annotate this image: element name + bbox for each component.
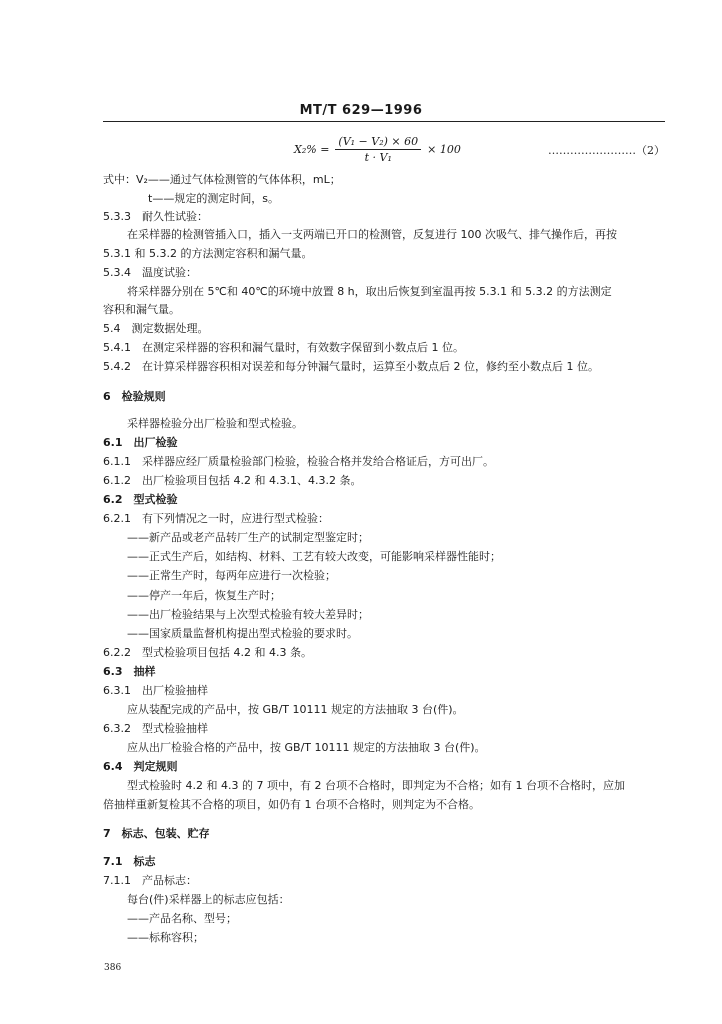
clause-heading: 5.3.4 温度试验：: [103, 266, 197, 279]
text-line: 将采样器分别在 5℃和 40℃的环境中放置 8 h，取出后恢复到室温再按 5.3.1 和 5.3.2 的方法测定: [127, 285, 612, 298]
clause-heading: 5.3.3 耐久性试验：: [103, 210, 208, 223]
clause-heading: 5.4 测定数据处理。: [103, 322, 209, 335]
text-line: 式中：V₂——通过气体检测管的气体体积，mL；: [103, 173, 341, 186]
section-heading: 7.1 标志: [103, 855, 156, 868]
list-item: ——国家质量监督机构提出型式检验的要求时。: [127, 627, 358, 640]
list-item: ——正式生产后，如结构、材料、工艺有较大改变，可能影响采样器性能时；: [127, 550, 501, 563]
text-line: 5.3.1 和 5.3.2 的方法测定容积和漏气量。: [103, 247, 313, 260]
header-rule: [103, 121, 665, 122]
formula-times: × 100: [427, 142, 461, 156]
text-line: 应从出厂检验合格的产品中，按 GB/T 10111 规定的方法抽取 3 台(件)。: [127, 741, 486, 754]
formula-denominator: t · V₁: [364, 150, 392, 164]
text-line: 6.1.1 采样器应经厂质量检验部门检验，检验合格并发给合格证后，方可出厂。: [103, 455, 494, 468]
section-heading: 6.1 出厂检验: [103, 436, 178, 449]
section-heading: 6.4 判定规则: [103, 760, 178, 773]
list-item: ——出厂检验结果与上次型式检验有较大差异时；: [127, 608, 369, 621]
formula-fraction: [335, 135, 421, 164]
list-item: ——正常生产时，每两年应进行一次检验；: [127, 569, 336, 582]
formula-2: [294, 134, 461, 164]
section-heading: 7 标志、包装、贮存: [103, 827, 210, 840]
section-heading: 6.3 抽样: [103, 665, 156, 678]
text-line: 在采样器的检测管插入口，插入一支两端已开口的检测管，反复进行 100 次吸气、排气操作后，再按: [127, 228, 617, 241]
section-heading: 6 检验规则: [103, 390, 166, 403]
formula-lhs: X₂% =: [294, 142, 330, 156]
page-number: 386: [104, 963, 122, 973]
text-line: 6.3.1 出厂检验抽样: [103, 684, 208, 697]
formula-number: ……………………（2）: [548, 144, 665, 157]
text-line: 5.4.1 在测定采样器的容积和漏气量时，有效数字保留到小数点后 1 位。: [103, 341, 464, 354]
text-line: 6.3.2 型式检验抽样: [103, 722, 208, 735]
text-line: 6.1.2 出厂检验项目包括 4.2 和 4.3.1、4.3.2 条。: [103, 474, 362, 487]
text-line: 6.2.2 型式检验项目包括 4.2 和 4.3 条。: [103, 646, 312, 659]
text-line: 采样器检验分出厂检验和型式检验。: [127, 417, 303, 430]
text-line: 型式检验时 4.2 和 4.3 的 7 项中，有 2 台项不合格时，即判定为不合格；如有 1 台项不合格时，应加: [127, 779, 625, 792]
text-line: t——规定的测定时间，s。: [148, 192, 280, 205]
text-line: 6.2.1 有下列情况之一时，应进行型式检验：: [103, 512, 329, 525]
text-line: 每台(件)采样器上的标志应包括：: [127, 893, 290, 906]
text-line: 5.4.2 在计算采样器容积相对误差和每分钟漏气量时，运算至小数点后 2 位，修约至小数点后 1 位。: [103, 360, 599, 373]
list-item: ——停产一年后，恢复生产时；: [127, 589, 281, 602]
text-line: 倍抽样重新复检其不合格的项目，如仍有 1 台项不合格时，则判定为不合格。: [103, 798, 480, 811]
text-line: 7.1.1 产品标志：: [103, 874, 197, 887]
section-heading: 6.2 型式检验: [103, 493, 178, 506]
list-item: ——产品名称、型号；: [127, 912, 237, 925]
list-item: ——新产品或老产品转厂生产的试制定型鉴定时；: [127, 531, 369, 544]
text-line: 应从装配完成的产品中，按 GB/T 10111 规定的方法抽取 3 台(件)。: [127, 703, 464, 716]
text-line: 容积和漏气量。: [103, 303, 180, 316]
formula-numerator: (V₁ − V₂) × 60: [335, 135, 421, 150]
standard-header: MT/T 629—1996: [299, 103, 423, 118]
list-item: ——标称容积；: [127, 931, 204, 944]
